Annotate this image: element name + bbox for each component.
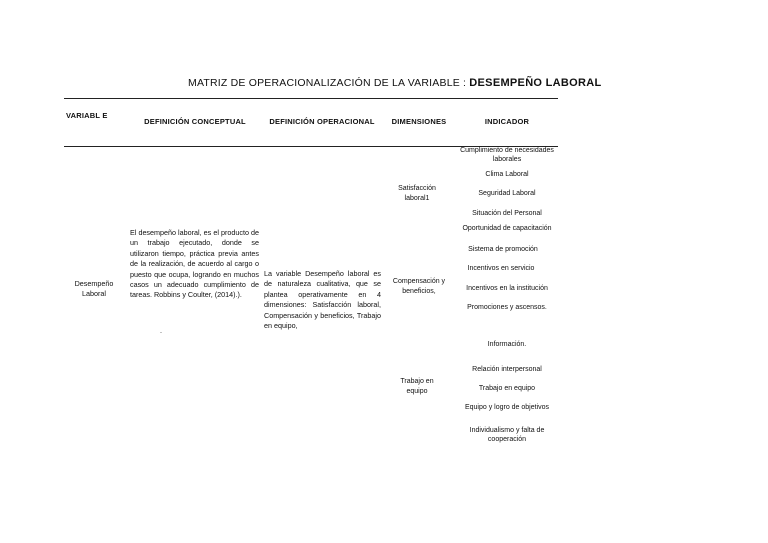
indicator-relacion: Relación interpersonal — [472, 366, 542, 373]
document-title — [188, 77, 602, 89]
header-dimensiones: DIMENSIONES — [391, 117, 447, 126]
indicator-clima: Clima Laboral — [485, 171, 529, 178]
indicator-informacion: Información. — [487, 341, 527, 348]
indicator-promociones: Promociones y ascensos. — [467, 304, 547, 311]
top-rule — [64, 98, 558, 99]
header-conceptual: DEFINICIÓN CONCEPTUAL — [144, 117, 246, 126]
dimension-satisfaccion: Satisfacción laboral1 — [398, 185, 436, 202]
indicator-seguridad: Seguridad Laboral — [478, 190, 536, 197]
header-variable: VARIABL E — [66, 111, 108, 120]
dimension-trabajo: Trabajo en equipo — [400, 378, 434, 395]
indicator-trabajo-equipo: Trabajo en equipo — [478, 385, 536, 392]
operational-definition: La variable Desempeño laboral es de naturaleza cualitativa, que se plantea operativamente en 4 dimensiones: Satisfacción laboral, Compensación y beneficios, Trabajo en equipo, — [264, 269, 381, 331]
indicator-individualismo: Individualismo y falta de cooperación — [469, 427, 545, 443]
indicator-situacion: Situación del Personal — [472, 210, 542, 217]
dimension-compensacion: Compensación y beneficios, — [392, 278, 446, 295]
indicator-equipo-logro: Equipo y logro de objetivos — [464, 404, 550, 411]
title-prefix: MATRIZ DE OPERACIONALIZACIÓN DE LA VARIABLE : — [188, 77, 467, 89]
indicator-incentivos-institucion: Incentivos en la institución — [466, 285, 548, 292]
conceptual-dot: . — [160, 326, 162, 335]
variable-cell: Desempeño Laboral — [74, 279, 114, 299]
indicator-sistema: Sistema de promoción — [468, 246, 538, 253]
header-operacional: DEFINICIÓN OPERACIONAL — [269, 117, 375, 126]
conceptual-definition: El desempeño laboral, es el producto de un trabajo ejecutado, donde se utilizaron tiempo, práctica previa antes de la realización, de acuerdo al cargo o puesto que ocupa, logrando en muchos casos un adecuado cumplimiento de tareas. Robbins y Coulter, (2014).). — [130, 228, 259, 300]
indicator-incentivos-servicio: Incentivos en servicio — [467, 265, 535, 272]
title-bold: DESEMPEÑO LABORAL — [469, 77, 602, 89]
indicator-oportunidad: Oportunidad de capacitación — [462, 225, 552, 232]
indicator-cumplimiento: Cumplimiento de necesidades laborales — [460, 147, 554, 163]
header-indicador: INDICADOR — [484, 117, 530, 126]
